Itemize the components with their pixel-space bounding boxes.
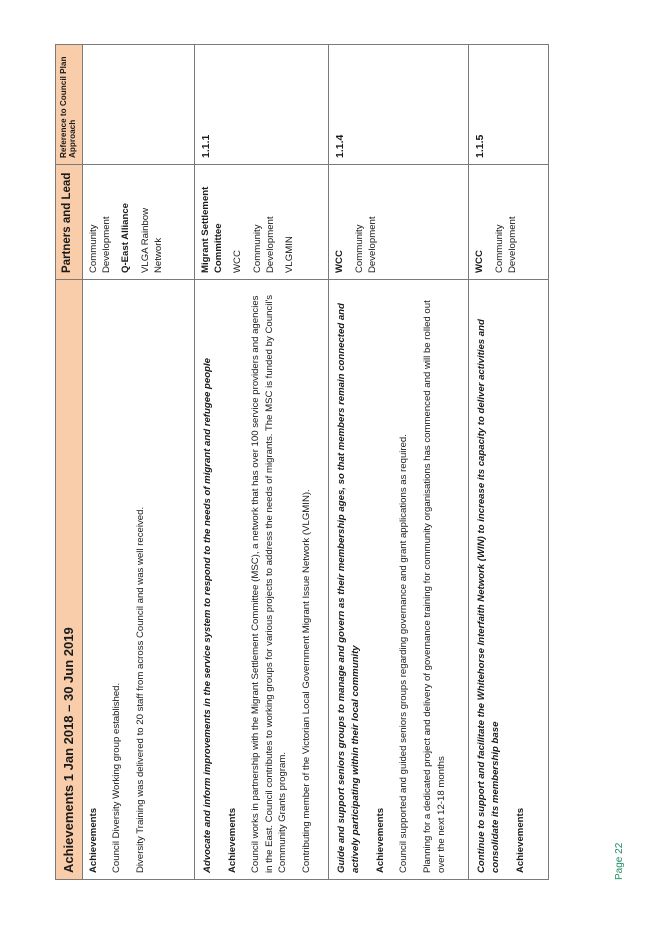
reference-cell: 1.1.4 (329, 45, 469, 165)
objective-text: Advocate and inform improvements in the service system to respond to the needs of migrant and refugee people (201, 358, 213, 873)
achievements-table (55, 44, 549, 880)
table-row (82, 45, 194, 880)
achievements-cell (329, 280, 469, 880)
table-header-row (56, 45, 83, 880)
reference-cell (82, 45, 194, 165)
partners-cell (82, 165, 194, 280)
achievement-text: Diversity Training was delivered to 20 staff from across Council and was well received. (135, 506, 147, 873)
partner-name: VLGMIN (284, 236, 296, 273)
partner-name: Community Development (87, 216, 113, 273)
achievements-cell (82, 280, 194, 880)
partners-cell (194, 165, 328, 280)
reference-cell: 1.1.5 (469, 45, 549, 165)
reference-cell: 1.1.1 (194, 45, 328, 165)
achievements-cell (194, 280, 328, 880)
table-row (469, 45, 549, 880)
achievement-text: Council supported and guided seniors groups regarding governance and grant applications as required. (398, 434, 410, 873)
achievements-cell (469, 280, 549, 880)
achievements-heading: Achievements (514, 807, 526, 873)
achievement-text: Contributing member of the Victorian Local Government Migrant Issue Network (VLGMIN). (301, 489, 313, 873)
achievement-text: Planning for a dedicated project and delivery of governance training for community organisations has commenced and will be rolled out over the next 12-18 months (422, 300, 447, 873)
partner-name: WCC (334, 250, 346, 273)
header-reference: Reference to Council Plan Approach (56, 45, 83, 165)
objective-text: Guide and support seniors groups to manage and govern as their membership ages, so that members remain connected and actively participating within their local community (336, 303, 361, 873)
header-partners: Partners and Lead (56, 165, 83, 280)
partner-name: Community Development (353, 216, 378, 273)
partner-name: Migrant Settlement Committee (199, 186, 225, 273)
achievements-heading: Achievements (227, 807, 239, 873)
partner-name: WCC (474, 250, 486, 273)
partner-name: WCC (232, 250, 244, 273)
table-row (194, 45, 328, 880)
partners-cell (469, 165, 549, 280)
partner-name: Q-East Alliance (120, 202, 132, 273)
partners-cell (329, 165, 469, 280)
page-number: Page 22 (614, 842, 625, 880)
table-row (329, 45, 469, 880)
achievement-text: Council Diversity Working group established. (111, 682, 123, 873)
partner-name: Community Development (251, 216, 276, 273)
partner-name: Community Development (493, 216, 518, 273)
partner-name: VLGA Rainbow Network (139, 207, 164, 273)
achievements-heading: Achievements (374, 807, 386, 873)
achievements-heading: Achievements (87, 807, 99, 873)
header-achievements: Achievements 1 Jan 2018 – 30 Jun 2019 (56, 280, 83, 880)
achievement-text: Council works in partnership with the Migrant Settlement Committee (MSC), a network that has over 100 service providers and agencies in the East. Council contributes to working groups for various projects to address the needs of migrants. The MSC is funded by Council's Community Grants program. (250, 294, 288, 873)
objective-text: Continue to support and facilitate the Whitehorse Interfaith Network (WIN) to increase its capacity to deliver activities and consolidate its membership base (476, 319, 501, 873)
